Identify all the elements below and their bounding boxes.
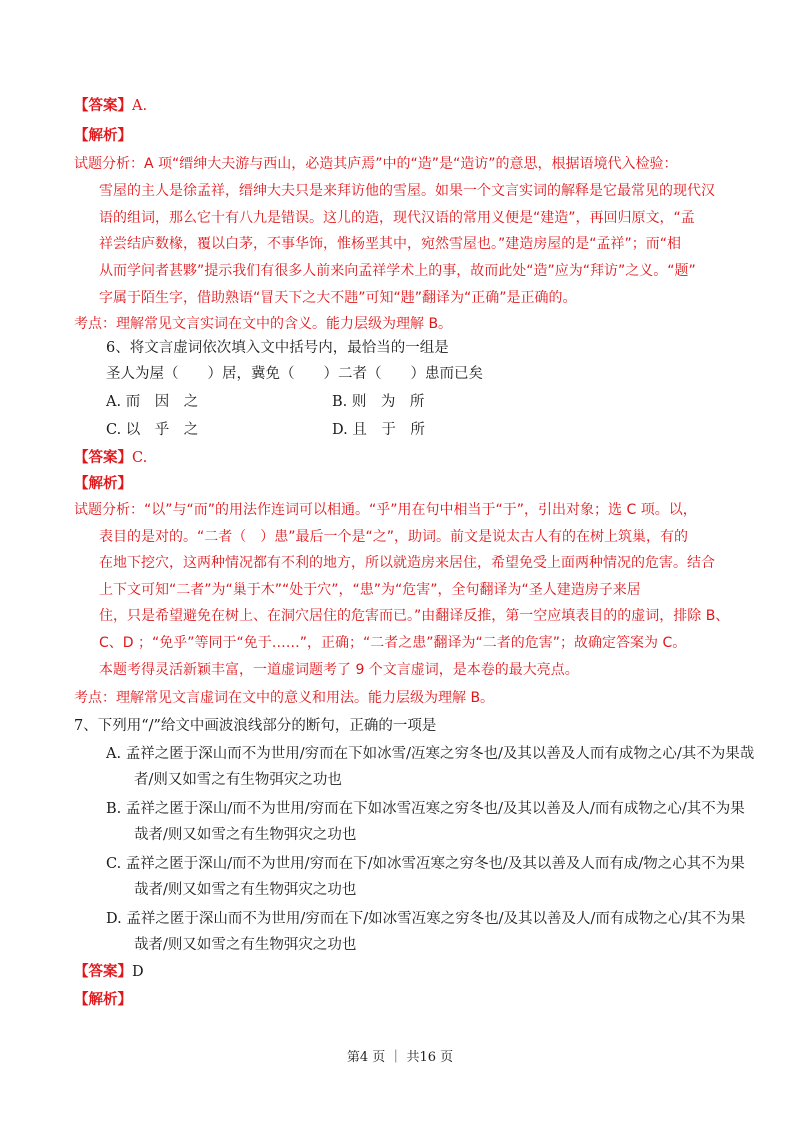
- analysis-line: 语的组词，那么它十有八九是错误。这儿的造，现代汉语的常用义便是“建造”，再回归原文，“孟: [99, 210, 695, 226]
- answer-value: D: [132, 964, 144, 980]
- option-d-cont: 哉者/则又如雪之有生物弭灾之功也: [134, 937, 357, 953]
- question-stem: 6、将文言虚词依次填入文中括号内，最恰当的一组是: [106, 340, 449, 356]
- answer-value: A.: [132, 98, 148, 114]
- option-c: C. 以 乎 之: [106, 422, 199, 438]
- analysis-line: 住，只是希望避免在树上、在洞穴居住的危害而已。”由翻译反推，第一空应填表目的的虚词，排除 B、: [99, 608, 730, 624]
- analysis-label: 【解析】: [74, 475, 132, 492]
- analysis-line: C、D ；“免乎”等同于“免于……”，正确；“二者之患”翻译为“二者的危害”；故确定答案为 C。: [99, 635, 687, 651]
- option-d: D. 孟祥之匿于深山而不为世用/穷而在下/如冰雪冱寒之穷冬也/及其以善及人/而有成物之心/其不为果: [106, 911, 746, 927]
- analysis-line: 从而学问者甚夥”提示我们有很多人前来向孟祥学术上的事，故而此处“造”应为“拜访”之义。“题”: [99, 263, 696, 279]
- option-a: A. 孟祥之匿于深山而不为世用/穷而在下如冰雪/冱寒之穷冬也/及其以善及人而有成物之心/其不为果哉: [106, 746, 755, 762]
- page-footer: 第4 页 ｜ 共16 页: [346, 1050, 454, 1065]
- option-a: A. 而 因 之: [106, 394, 199, 410]
- answer-label: 【答案】: [74, 449, 132, 466]
- point-line: 考点：理解常见文言虚词在文中的意义和用法。能力层级为理解 B。: [74, 690, 495, 706]
- q5-answer: [74, 96, 147, 116]
- analysis-line: 试题分析：A 项“缙绅大夫游与西山，必造其庐焉”中的“造”是“造访”的意思，根据语境代入检验：: [74, 156, 678, 172]
- q6-answer: [74, 448, 147, 468]
- question-sentence: 圣人为屋（ ）居，冀免（ ）二者（ ）患而已矣: [106, 366, 483, 382]
- analysis-line: 雪屋的主人是徐孟祥，缙绅大夫只是来拜访他的雪屋。如果一个文言实词的解释是它最常见的现代汉: [99, 183, 715, 199]
- option-c-cont: 哉者/则又如雪之有生物弭灾之功也: [134, 882, 357, 898]
- q7-answer: [74, 962, 144, 982]
- option-a-cont: 者/则又如雪之有生物弭灾之功也: [134, 772, 342, 788]
- analysis-line: 上下文可知“二者”为“巢于木”“处于穴”，“患”为“危害”，全句翻译为“圣人建造房子来居: [99, 582, 641, 598]
- option-b: B. 则 为 所: [332, 394, 425, 410]
- answer-value: C.: [132, 450, 148, 466]
- option-b-cont: 哉者/则又如雪之有生物弭灾之功也: [134, 827, 357, 843]
- analysis-label: 【解析】: [74, 127, 132, 144]
- analysis-line: 在地下挖穴，这两种情况都有不利的地方，所以就造房来居住，希望免受上面两种情况的危害。结合: [99, 555, 715, 571]
- answer-label: 【答案】: [74, 963, 132, 980]
- point-line: 考点：理解常见文言实词在文中的含义。能力层级为理解 B。: [74, 316, 453, 332]
- option-b: B. 孟祥之匿于深山/而不为世用/穷而在下如冰雪冱寒之穷冬也/及其以善及人/而有成物之心/其不为果: [106, 801, 745, 817]
- analysis-line: 表目的是对的。“二者（ ）患”最后一个是“之”，助词。前文是说太古人有的在树上筑巢，有的: [99, 529, 689, 545]
- analysis-line: 本题考得灵活新颖丰富，一道虚词题考了 9 个文言虚词，是本卷的最大亮点。: [99, 662, 579, 678]
- analysis-line: 祥尝结庐数椽，覆以白茅，不事华饰，惟杨垩其中，宛然雪屋也。”建造房屋的是“孟祥”；而“相: [99, 236, 682, 252]
- answer-label: 【答案】: [74, 97, 132, 114]
- question-stem: 7、下列用“/”给文中画波浪线部分的断句，正确的一项是: [74, 718, 437, 734]
- analysis-line: 字属于陌生字，借助熟语“冒天下之大不韪”可知“韪”翻译为“正确”是正确的。: [99, 290, 577, 306]
- option-c: C. 孟祥之匿于深山/而不为世用/穷而在下/如冰雪冱寒之穷冬也/及其以善及人而有成/物之心其不为果: [106, 856, 745, 872]
- analysis-line: 试题分析：“以”与“而”的用法作连词可以相通。“乎”用在句中相当于“于”，引出对象；选 C 项。以，: [74, 502, 697, 518]
- analysis-label: 【解析】: [74, 991, 132, 1008]
- option-d: D. 且 于 所: [332, 422, 425, 438]
